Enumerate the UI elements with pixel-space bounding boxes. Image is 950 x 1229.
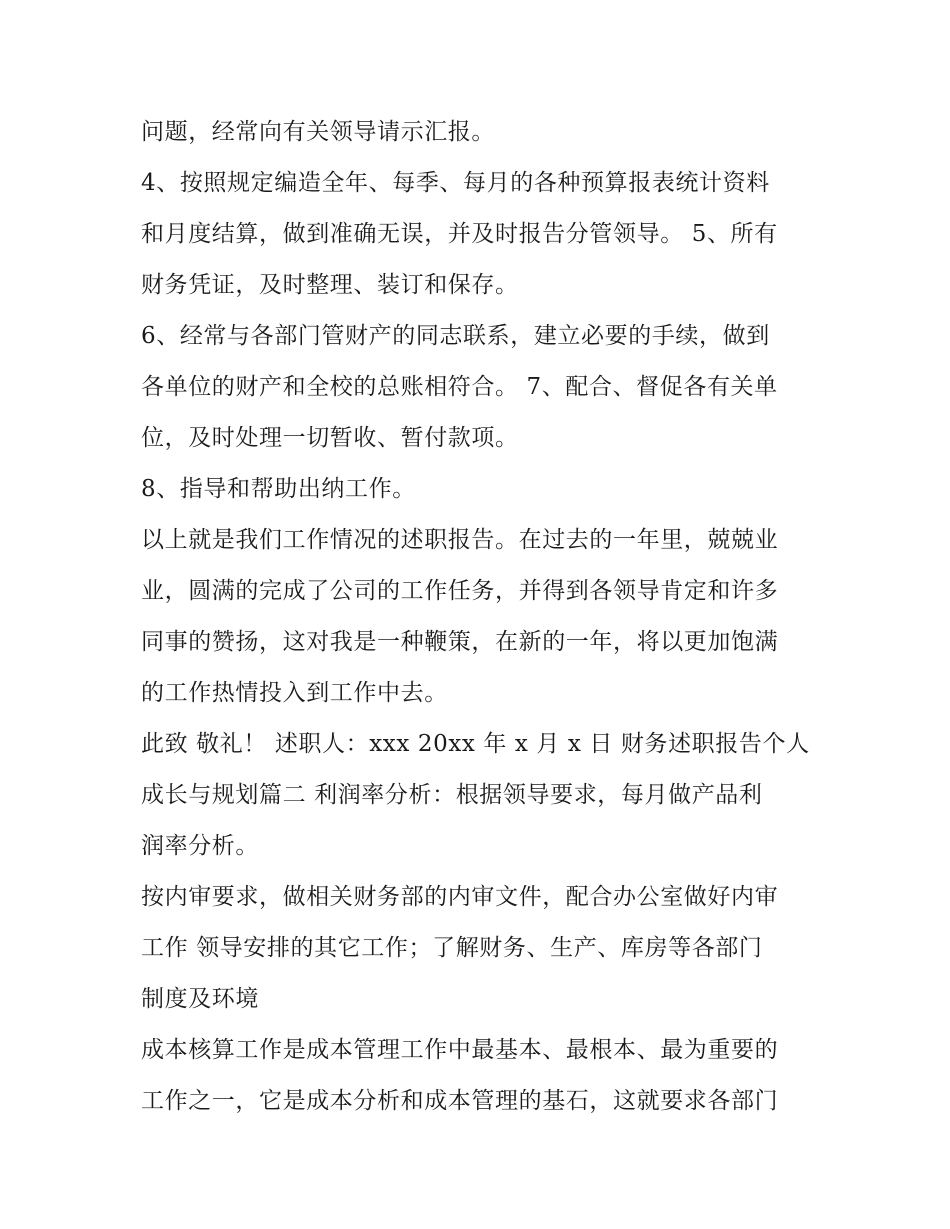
text-line: 6、经常与各部门管财产的同志联系，建立必要的手续，做到 [141, 323, 770, 349]
text-line: 位，及时处理一切暂收、暂付款项。 [141, 425, 519, 451]
text-line: 以上就是我们工作情况的述职报告。在过去的一年里，兢兢业 [141, 527, 779, 553]
text-line: 各单位的财产和全校的总账相符合。 7、配合、督促各有关单 [141, 374, 778, 400]
text-line: 财务凭证，及时整理、装订和保存。 [141, 272, 519, 298]
text-line: 业，圆满的完成了公司的工作任务，并得到各领导肯定和许多 [141, 578, 779, 604]
text-line: 制度及环境 [141, 986, 259, 1012]
text-line: 润率分析。 [141, 833, 259, 859]
text-line: 的工作热情投入到工作中去。 [141, 680, 448, 706]
text-line: 同事的赞扬，这对我是一种鞭策，在新的一年，将以更加饱满 [141, 629, 779, 655]
text-line: 8、指导和帮助出纳工作。 [141, 476, 416, 502]
text-line: 成长与规划篇二 利润率分析：根据领导要求，每月做产品利 [141, 782, 763, 808]
text-line: 4、按照规定编造全年、每季、每月的各种预算报表统计资料 [141, 170, 770, 196]
text-line: 按内审要求，做相关财务部的内审文件，配合办公室做好内审 [141, 884, 779, 910]
text-line: 工作之一，它是成本分析和成本管理的基石，这就要求各部门 [141, 1088, 779, 1114]
text-line: 此致 敬礼！ 述职人：xxx 20xx 年 x 月 x 日 财务述职报告个人 [141, 731, 810, 757]
text-line: 和月度结算，做到准确无误，并及时报告分管领导。 5、所有 [141, 221, 778, 247]
text-line: 工作 领导安排的其它工作；了解财务、生产、库房等各部门 [141, 935, 763, 961]
body-text [141, 107, 821, 1127]
text-line: 问题，经常向有关领导请示汇报。 [141, 119, 495, 145]
text-line: 成本核算工作是成本管理工作中最基本、最根本、最为重要的 [141, 1037, 779, 1063]
